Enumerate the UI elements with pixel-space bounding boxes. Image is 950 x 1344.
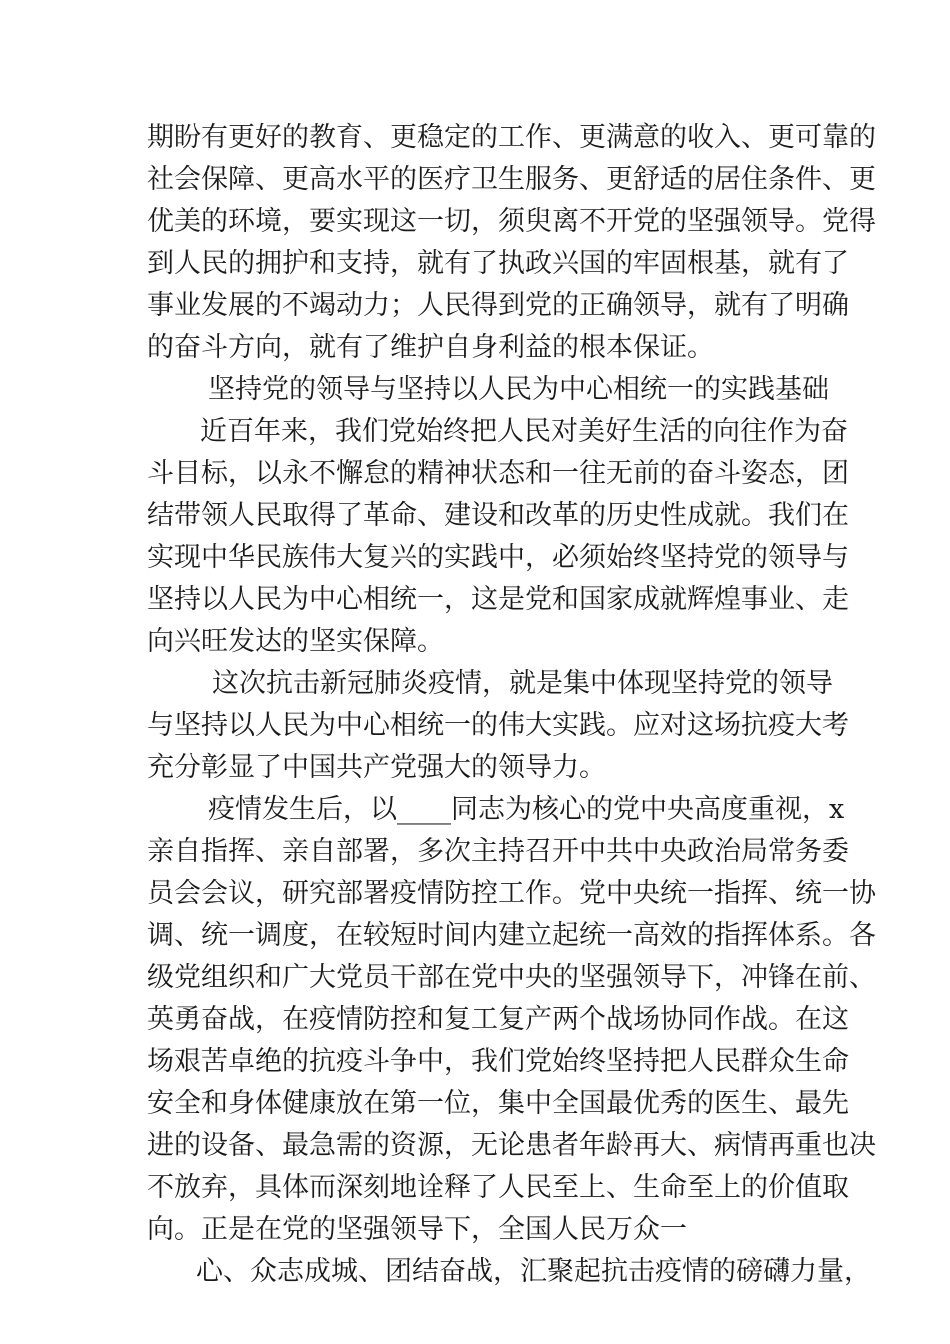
text-line: 斗目标，以永不懈怠的精神状态和一往无前的奋斗姿态，团 xyxy=(147,458,849,489)
text-line: 期盼有更好的教育、更稳定的工作、更满意的收入、更可靠的 xyxy=(147,122,876,153)
text-line: 向兴旺发达的坚实保障。 xyxy=(147,626,444,657)
text-line: 向。正是在党的坚强领导下，全国人民万众一 xyxy=(147,1214,687,1245)
text-line: 进的设备、最急需的资源，无论患者年龄再大、病情再重也决 xyxy=(147,1130,876,1161)
text-line: 结带领人民取得了革命、建设和改革的历史性成就。我们在 xyxy=(147,500,849,531)
text-line: 实现中华民族伟大复兴的实践中，必须始终坚持党的领导与 xyxy=(147,542,849,573)
text-line: 英勇奋战，在疫情防控和复工复产两个战场协同作战。在这 xyxy=(147,1004,849,1035)
text-line: 心、众志成城、团结奋战，汇聚起抗击疫情的磅礴力量， xyxy=(196,1256,871,1287)
text-line: 坚持以人民为中心相统一，这是党和国家成就辉煌事业、走 xyxy=(147,584,849,615)
text-line: 级党组织和广大党员干部在党中央的坚强领导下，冲锋在前、 xyxy=(147,962,876,993)
text-line: 这次抗击新冠肺炎疫情，就是集中体现坚持党的领导 xyxy=(212,668,833,699)
section-heading: 坚持党的领导与坚持以人民为中心相统一的实践基础 xyxy=(208,374,829,405)
text-line: 员会会议，研究部署疫情防控工作。党中央统一指挥、统一协 xyxy=(147,878,876,909)
text-line: 安全和身体健康放在第一位，集中全国最优秀的医生、最先 xyxy=(147,1088,849,1119)
text-line: 充分彰显了中国共产党强大的领导力。 xyxy=(147,752,606,783)
text-line: 事业发展的不竭动力；人民得到党的正确领导，就有了明确 xyxy=(147,290,849,321)
text-line: 亲自指挥、亲自部署，多次主持召开中共中央政治局常务委 xyxy=(147,836,849,867)
text-line: 与坚持以人民为中心相统一的伟大实践。应对这场抗疫大考 xyxy=(147,710,849,741)
text-line: 不放弃，具体而深刻地诠释了人民至上、生命至上的价值取 xyxy=(147,1172,849,1203)
text-line: 优美的环境，要实现这一切，须臾离不开党的坚强领导。党得 xyxy=(147,206,876,237)
text-line: 到人民的拥护和支持，就有了执政兴国的牢固根基，就有了 xyxy=(147,248,849,279)
text-line: 场艰苦卓绝的抗疫斗争中，我们党始终坚持把人民群众生命 xyxy=(147,1046,849,1077)
text-line: 近百年来，我们党始终把人民对美好生活的向往作为奋 xyxy=(200,416,848,447)
text-line: 疫情发生后，以____同志为核心的党中央高度重视，x xyxy=(208,794,845,825)
text-line: 的奋斗方向，就有了维护自身利益的根本保证。 xyxy=(147,332,714,363)
text-line: 社会保障、更高水平的医疗卫生服务、更舒适的居住条件、更 xyxy=(147,164,876,195)
text-line: 调、统一调度，在较短时间内建立起统一高效的指挥体系。各 xyxy=(147,920,876,951)
